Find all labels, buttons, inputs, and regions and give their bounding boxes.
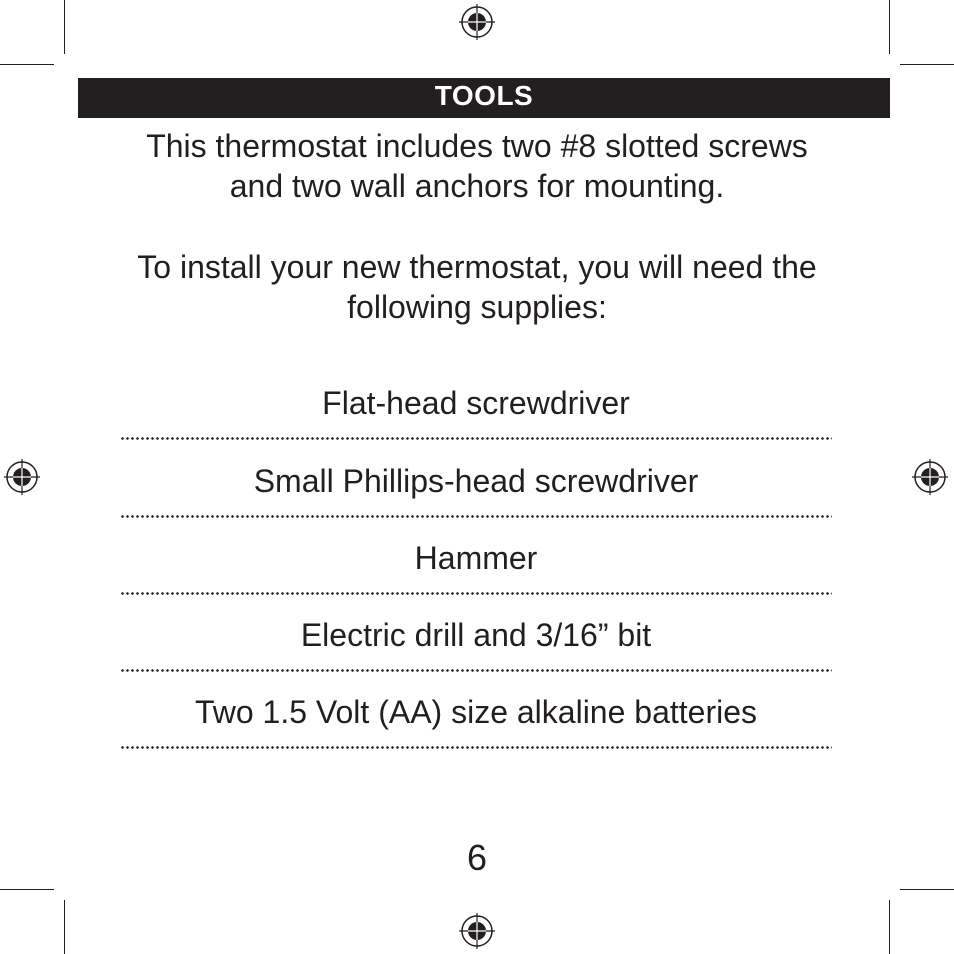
tool-item [120, 459, 832, 537]
intro-line-2: and two wall anchors for mounting. [229, 168, 725, 204]
registration-mark-top-icon [459, 4, 495, 40]
tool-item-label: Flat-head screwdriver [322, 385, 630, 421]
dotted-divider [120, 437, 832, 440]
supplies-intro-line-2: following supplies: [347, 289, 607, 325]
tool-item-label: Electric drill and 3/16” bit [300, 617, 652, 653]
intro-line-1: This thermostat includes two #8 slotted screws [146, 128, 808, 164]
page-number: 6 [466, 837, 488, 878]
crop-mark-bottom-right-vertical [889, 900, 890, 954]
crop-mark-top-right-horizontal [900, 64, 954, 65]
crop-mark-bottom-left-horizontal [0, 889, 54, 890]
tool-item [120, 536, 832, 614]
tool-item-label: Small Phillips-head screwdriver [253, 463, 699, 499]
crop-mark-top-left-horizontal [0, 64, 54, 65]
registration-mark-right-icon [912, 459, 948, 495]
supplies-intro-paragraph [77, 247, 877, 327]
crop-mark-top-left-vertical [64, 0, 65, 54]
crop-mark-bottom-left-vertical [64, 900, 65, 954]
intro-paragraph [77, 126, 877, 206]
crop-mark-top-right-vertical [889, 0, 890, 54]
tool-item-label: Hammer [414, 540, 538, 576]
tool-item [120, 690, 832, 768]
dotted-divider [120, 669, 832, 672]
dotted-divider [120, 592, 832, 595]
dotted-divider [120, 746, 832, 749]
tool-item [120, 613, 832, 691]
tool-item [120, 381, 832, 459]
section-title: TOOLS [434, 80, 534, 111]
crop-mark-bottom-right-horizontal [900, 889, 954, 890]
registration-mark-left-icon [4, 459, 40, 495]
tool-item-label: Two 1.5 Volt (AA) size alkaline batteries [194, 694, 758, 730]
registration-mark-bottom-icon [459, 913, 495, 949]
supplies-intro-line-1: To install your new thermostat, you will need the [137, 249, 817, 285]
dotted-divider [120, 515, 832, 518]
section-header [78, 78, 890, 118]
